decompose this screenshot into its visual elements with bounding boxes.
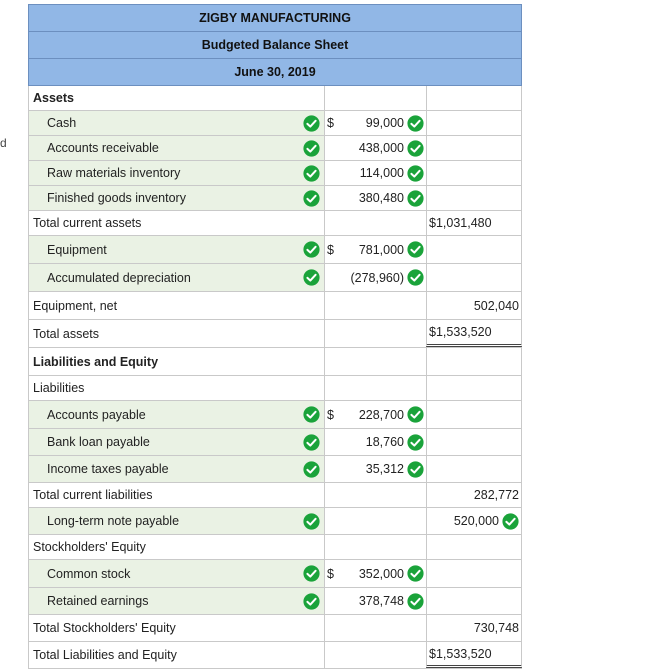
total-stockholders-equity-row <box>28 615 522 642</box>
total-cell[interactable] <box>426 236 522 263</box>
check-icon <box>303 241 320 258</box>
check-icon <box>303 190 320 207</box>
equipment-net-label: Equipment, net <box>33 298 118 313</box>
accumulated-depreciation-row <box>28 264 522 292</box>
amount-cell[interactable] <box>324 292 426 319</box>
balance-sheet <box>28 4 522 669</box>
liabilities-heading-row <box>28 376 522 401</box>
common-stock-label[interactable]: Common stock <box>47 566 131 581</box>
total-liabilities-equity-row <box>28 642 522 669</box>
common-stock-row <box>28 560 522 588</box>
total-current-liabilities-label: Total current liabilities <box>33 488 153 502</box>
equipment-row <box>28 236 522 264</box>
check-icon <box>407 115 424 132</box>
bank-loan-amount[interactable]: 18,760 <box>365 435 404 449</box>
finished-goods-amount[interactable]: 380,480 <box>358 191 404 205</box>
stray-mark: d <box>0 136 7 150</box>
check-icon <box>407 434 424 451</box>
retained-earnings-row <box>28 588 522 615</box>
total-current-assets-row <box>28 211 522 236</box>
company-name: ZIGBY MANUFACTURING <box>28 4 522 31</box>
assets-heading: Assets <box>33 91 74 105</box>
accounts-payable-amount[interactable]: 228,700 <box>358 407 404 422</box>
total-stockholders-equity-label: Total Stockholders' Equity <box>33 621 176 635</box>
total-cell[interactable] <box>426 136 522 160</box>
finished-goods-row <box>28 186 522 211</box>
liabilities-equity-heading: Liabilities and Equity <box>33 354 159 369</box>
check-icon <box>407 140 424 157</box>
income-taxes-amount[interactable]: 35,312 <box>365 462 404 476</box>
liabilities-equity-heading-row <box>28 348 522 376</box>
dollar-sign: $ <box>327 407 334 422</box>
check-icon <box>303 165 320 182</box>
total-cell[interactable] <box>426 456 522 482</box>
total-current-liabilities-row <box>28 483 522 508</box>
finished-goods-label[interactable]: Finished goods inventory <box>47 191 186 205</box>
total-current-assets-label: Total current assets <box>33 216 142 230</box>
amount-cell[interactable] <box>324 508 426 534</box>
total-assets-label: Total assets <box>33 326 100 341</box>
total-cell[interactable] <box>426 560 522 587</box>
equipment-net-value[interactable]: 502,040 <box>473 298 519 313</box>
ar-amount[interactable]: 438,000 <box>358 141 404 155</box>
dollar-sign: $ <box>327 566 334 581</box>
total-cell[interactable] <box>426 401 522 428</box>
ar-label[interactable]: Accounts receivable <box>47 141 159 155</box>
amount-cell[interactable] <box>324 615 426 641</box>
common-stock-amount[interactable]: 352,000 <box>358 566 404 581</box>
cash-label[interactable]: Cash <box>47 116 77 130</box>
check-icon <box>303 593 320 610</box>
accumulated-depreciation-label[interactable]: Accumulated depreciation <box>47 270 191 285</box>
amount-cell[interactable] <box>324 211 426 235</box>
long-term-note-label[interactable]: Long-term note payable <box>47 514 180 528</box>
check-icon <box>407 565 424 582</box>
retained-earnings-label[interactable]: Retained earnings <box>47 594 149 608</box>
retained-earnings-amount[interactable]: 378,748 <box>358 594 404 608</box>
check-icon <box>303 269 320 286</box>
equipment-amount[interactable]: 781,000 <box>358 242 404 257</box>
raw-materials-row <box>28 161 522 186</box>
check-icon <box>303 406 320 423</box>
income-taxes-row <box>28 456 522 483</box>
accounts-payable-label[interactable]: Accounts payable <box>47 407 146 422</box>
check-icon <box>502 513 519 530</box>
check-icon <box>407 165 424 182</box>
accounts-payable-row <box>28 401 522 429</box>
total-cell[interactable] <box>426 186 522 210</box>
long-term-note-value[interactable]: 520,000 <box>453 514 499 528</box>
sheet-title: Budgeted Balance Sheet <box>28 31 522 58</box>
check-icon <box>303 461 320 478</box>
total-assets-value[interactable]: $1,533,520 <box>429 325 492 339</box>
total-current-assets-value[interactable]: $1,031,480 <box>429 216 492 230</box>
accumulated-depreciation-amount[interactable]: (278,960) <box>350 270 404 285</box>
total-liabilities-equity-value[interactable]: $1,533,520 <box>429 646 492 661</box>
equipment-net-row <box>28 292 522 320</box>
total-liabilities-equity-label: Total Liabilities and Equity <box>33 648 177 662</box>
income-taxes-label[interactable]: Income taxes payable <box>47 462 169 476</box>
raw-materials-amount[interactable]: 114,000 <box>359 166 404 180</box>
amount-cell[interactable] <box>324 642 426 668</box>
check-icon <box>407 406 424 423</box>
check-icon <box>407 190 424 207</box>
stockholders-equity-heading-row <box>28 535 522 560</box>
cash-amount[interactable]: 99,000 <box>365 116 404 130</box>
amount-cell[interactable] <box>324 483 426 507</box>
equipment-label[interactable]: Equipment <box>47 242 107 257</box>
total-assets-row <box>28 320 522 348</box>
total-current-liabilities-value[interactable]: 282,772 <box>473 488 519 502</box>
ar-row <box>28 136 522 161</box>
total-cell[interactable] <box>426 111 522 135</box>
amount-cell[interactable] <box>324 320 426 347</box>
dollar-sign: $ <box>327 242 334 257</box>
bank-loan-label[interactable]: Bank loan payable <box>47 435 150 449</box>
cash-row <box>28 111 522 136</box>
assets-heading-row <box>28 86 522 111</box>
check-icon <box>303 140 320 157</box>
check-icon <box>303 115 320 132</box>
total-cell[interactable] <box>426 264 522 291</box>
long-term-note-row <box>28 508 522 535</box>
check-icon <box>303 513 320 530</box>
total-cell[interactable] <box>426 588 522 614</box>
check-icon <box>407 241 424 258</box>
total-stockholders-equity-value[interactable]: 730,748 <box>473 621 519 635</box>
check-icon <box>407 461 424 478</box>
sheet-date: June 30, 2019 <box>28 58 522 86</box>
check-icon <box>407 593 424 610</box>
raw-materials-label[interactable]: Raw materials inventory <box>47 166 181 180</box>
dollar-sign: $ <box>327 116 334 130</box>
total-cell[interactable] <box>426 161 522 185</box>
stockholders-equity-heading: Stockholders' Equity <box>33 540 146 554</box>
bank-loan-row <box>28 429 522 456</box>
check-icon <box>303 434 320 451</box>
check-icon <box>407 269 424 286</box>
liabilities-heading: Liabilities <box>33 381 85 395</box>
check-icon <box>303 565 320 582</box>
total-cell[interactable] <box>426 429 522 455</box>
